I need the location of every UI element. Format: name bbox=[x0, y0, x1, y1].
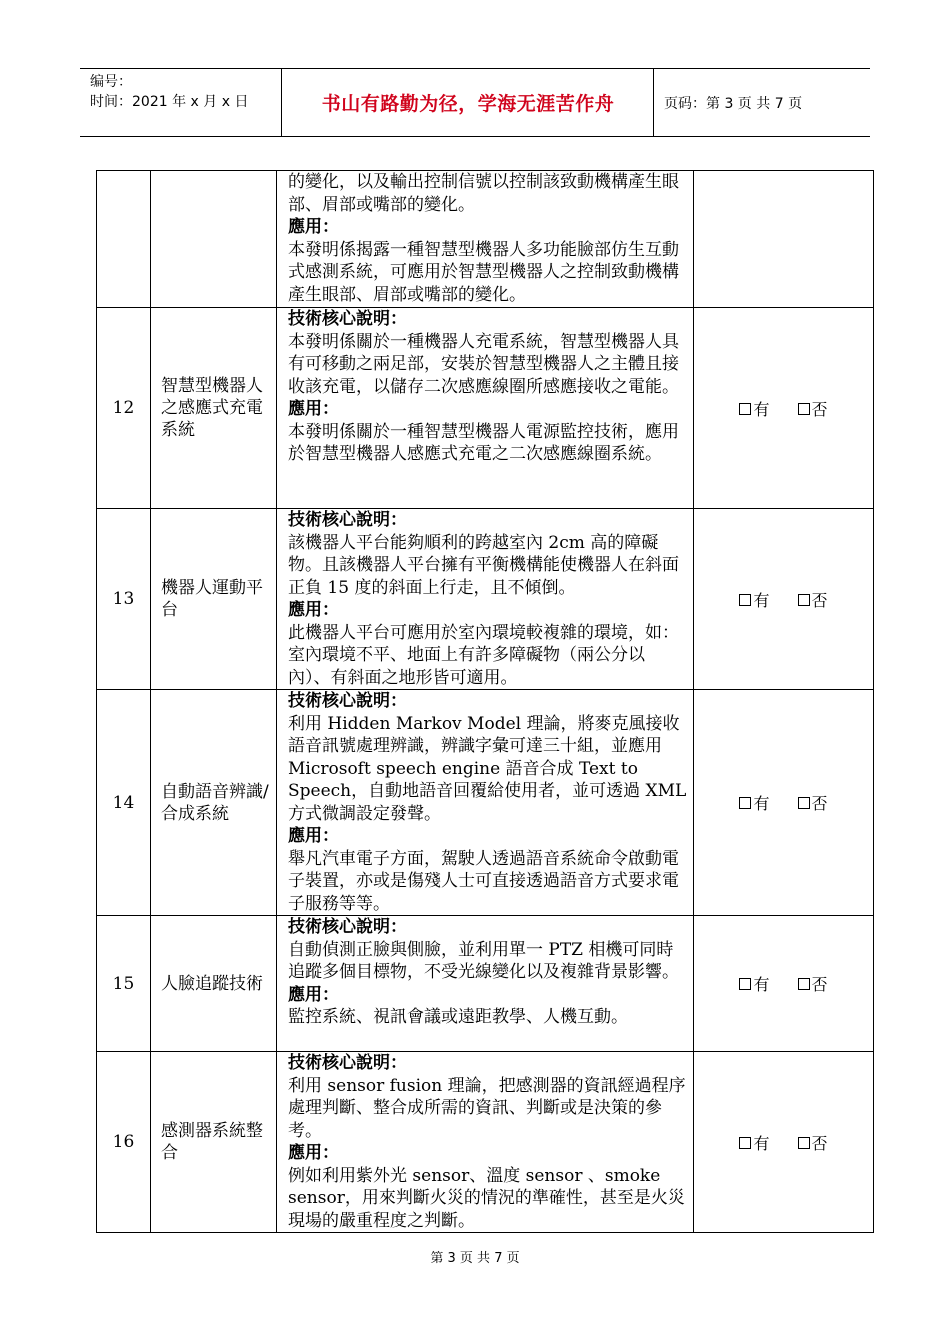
header-motto-cell bbox=[283, 69, 654, 136]
checkbox-square-icon bbox=[739, 403, 751, 415]
yes-label: 有 bbox=[753, 590, 770, 610]
technology-name: 感測器系統整合 bbox=[151, 1052, 277, 1233]
table-row bbox=[97, 690, 874, 916]
no-label: 否 bbox=[811, 1133, 828, 1153]
yes-label: 有 bbox=[753, 399, 770, 419]
technology-name: 機器人運動平台 bbox=[151, 509, 277, 690]
technology-table-body bbox=[97, 171, 874, 1233]
yes-label: 有 bbox=[753, 1133, 770, 1153]
yes-checkbox[interactable] bbox=[739, 588, 769, 611]
description-heading: 應用： bbox=[288, 600, 339, 620]
description-heading: 應用： bbox=[288, 984, 339, 1005]
table-row bbox=[97, 308, 874, 509]
description-paragraph: 本發明係揭露一種智慧型機器人多功能臉部仿生互動式感測系統，可應用於智慧型機器人之控制致動機構產生眼部、眉部或嘴部的變化。 bbox=[288, 239, 679, 305]
no-checkbox[interactable] bbox=[798, 791, 828, 814]
yes-no-cell bbox=[694, 690, 874, 916]
checkbox-square-icon bbox=[798, 594, 810, 606]
checkbox-square-icon bbox=[739, 594, 751, 606]
header-page-number: 页码：第 3 页 共 7 页 bbox=[664, 95, 803, 112]
technology-description bbox=[277, 171, 694, 308]
description-paragraph: 自動偵測正臉與側臉，並利用單一 PTZ 相機可同時追蹤多個目標物，不受光線變化以及複雜背景影響。 bbox=[288, 939, 679, 982]
yes-no-cell bbox=[694, 916, 874, 1052]
table-row bbox=[97, 916, 874, 1052]
yes-label: 有 bbox=[753, 975, 770, 994]
description-heading: 技術核心說明： bbox=[288, 691, 407, 711]
technology-description bbox=[277, 916, 694, 1052]
technology-name: 自動語音辨識/合成系統 bbox=[151, 690, 277, 916]
no-checkbox[interactable] bbox=[798, 397, 828, 420]
description-paragraph: 利用 sensor fusion 理論，把感測器的資訊經過程序處理判斷、整合成所需的資訊、判斷或是決策的參考。 bbox=[288, 1075, 686, 1141]
description-paragraph: 利用 Hidden Markov Model 理論，將麥克風接收語音訊號處理辨識，辨識字彙可達三十組，並應用 Microsoft speech engine 語音合成 Text to Speech，自動地語音回覆給使用者，並可透過 XML 方式微調設定發聲。 bbox=[288, 713, 687, 824]
row-number: 16 bbox=[97, 1052, 151, 1233]
technology-table bbox=[96, 170, 874, 1233]
description-heading: 技術核心說明： bbox=[288, 510, 407, 530]
yes-checkbox[interactable] bbox=[739, 972, 769, 995]
description-paragraph: 該機器人平台能夠順利的跨越室內 2cm 高的障礙物。且該機器人平台擁有平衡機構能使機器人在斜面正負 15 度的斜面上行走，且不傾倒。 bbox=[288, 532, 679, 598]
no-checkbox[interactable] bbox=[798, 588, 828, 611]
description-heading: 技術核心說明： bbox=[288, 1053, 407, 1073]
description-heading: 應用： bbox=[288, 217, 339, 237]
technology-description bbox=[277, 308, 694, 509]
header-motto: 书山有路勤为径，学海无涯苦作舟 bbox=[321, 93, 615, 115]
description-heading: 應用： bbox=[288, 826, 339, 846]
table-row bbox=[97, 171, 874, 308]
row-number: 15 bbox=[97, 916, 151, 1052]
row-number: 14 bbox=[97, 690, 151, 916]
checkbox-square-icon bbox=[798, 797, 810, 809]
no-label: 否 bbox=[811, 399, 828, 419]
yes-label: 有 bbox=[753, 794, 770, 813]
yes-checkbox[interactable] bbox=[739, 1131, 769, 1154]
description-heading: 應用： bbox=[288, 399, 339, 419]
technology-description bbox=[277, 1052, 694, 1233]
no-label: 否 bbox=[811, 975, 828, 994]
yes-no-cell bbox=[694, 1052, 874, 1233]
yes-checkbox[interactable] bbox=[739, 791, 769, 814]
checkbox-square-icon bbox=[739, 1137, 751, 1149]
technology-description bbox=[277, 690, 694, 916]
yes-no-cell bbox=[694, 308, 874, 509]
description-heading: 技術核心說明： bbox=[288, 917, 407, 937]
no-checkbox[interactable] bbox=[798, 972, 828, 995]
description-paragraph: 舉凡汽車電子方面，駕駛人透過語音系統命令啟動電子裝置，亦或是傷殘人士可直接透過語音方式要求電子服務等等。 bbox=[288, 848, 679, 914]
yes-no-cell bbox=[694, 171, 874, 308]
page-header bbox=[80, 68, 870, 137]
row-number: 13 bbox=[97, 509, 151, 690]
yes-checkbox[interactable] bbox=[739, 397, 769, 420]
technology-name: 智慧型機器人之感應式充電系統 bbox=[151, 308, 277, 509]
document-number-label: 编号： bbox=[90, 74, 132, 90]
technology-description bbox=[277, 509, 694, 690]
no-label: 否 bbox=[811, 590, 828, 610]
description-paragraph: 此機器人平台可應用於室內環境較複雜的環境，如：室內環境不平、地面上有許多障礙物（兩公分以內）、有斜面之地形皆可適用。 bbox=[288, 622, 679, 688]
checkbox-square-icon bbox=[739, 797, 751, 809]
description-heading: 技術核心說明： bbox=[288, 309, 407, 329]
technology-name bbox=[151, 171, 277, 308]
technology-name: 人臉追蹤技術 bbox=[151, 916, 277, 1052]
table-row bbox=[97, 1052, 874, 1233]
description-heading: 應用： bbox=[288, 1143, 339, 1163]
no-label: 否 bbox=[811, 794, 828, 813]
document-date-label: 时间：2021 年 x 月 x 日 bbox=[90, 94, 249, 110]
description-paragraph: 的變化，以及輸出控制信號以控制該致動機構產生眼部、眉部或嘴部的變化。 bbox=[288, 172, 679, 215]
header-meta bbox=[80, 69, 282, 136]
no-checkbox[interactable] bbox=[798, 1131, 828, 1154]
checkbox-square-icon bbox=[798, 403, 810, 415]
description-paragraph: 本發明係關於一種機器人充電系統，智慧型機器人具有可移動之兩足部，安裝於智慧型機器人之主體且接收該充電，以儲存二次感應線圈所感應接收之電能。 bbox=[288, 331, 679, 397]
page-footer: 第 3 页 共 7 页 bbox=[430, 1251, 520, 1266]
yes-no-cell bbox=[694, 509, 874, 690]
description-paragraph: 監控系統、視訊會議或遠距教學、人機互動。 bbox=[288, 1007, 628, 1027]
table-row bbox=[97, 509, 874, 690]
description-paragraph: 本發明係關於一種智慧型機器人電源監控技術，應用於智慧型機器人感應式充電之二次感應線圈系統。 bbox=[288, 421, 679, 464]
description-paragraph: 例如利用紫外光 sensor、溫度 sensor 、smoke sensor，用來判斷火災的情況的準確性，甚至是火災現場的嚴重程度之判斷。 bbox=[288, 1165, 685, 1231]
checkbox-square-icon bbox=[739, 978, 751, 990]
checkbox-square-icon bbox=[798, 978, 810, 990]
row-number: 12 bbox=[97, 308, 151, 509]
checkbox-square-icon bbox=[798, 1137, 810, 1149]
row-number bbox=[97, 171, 151, 308]
